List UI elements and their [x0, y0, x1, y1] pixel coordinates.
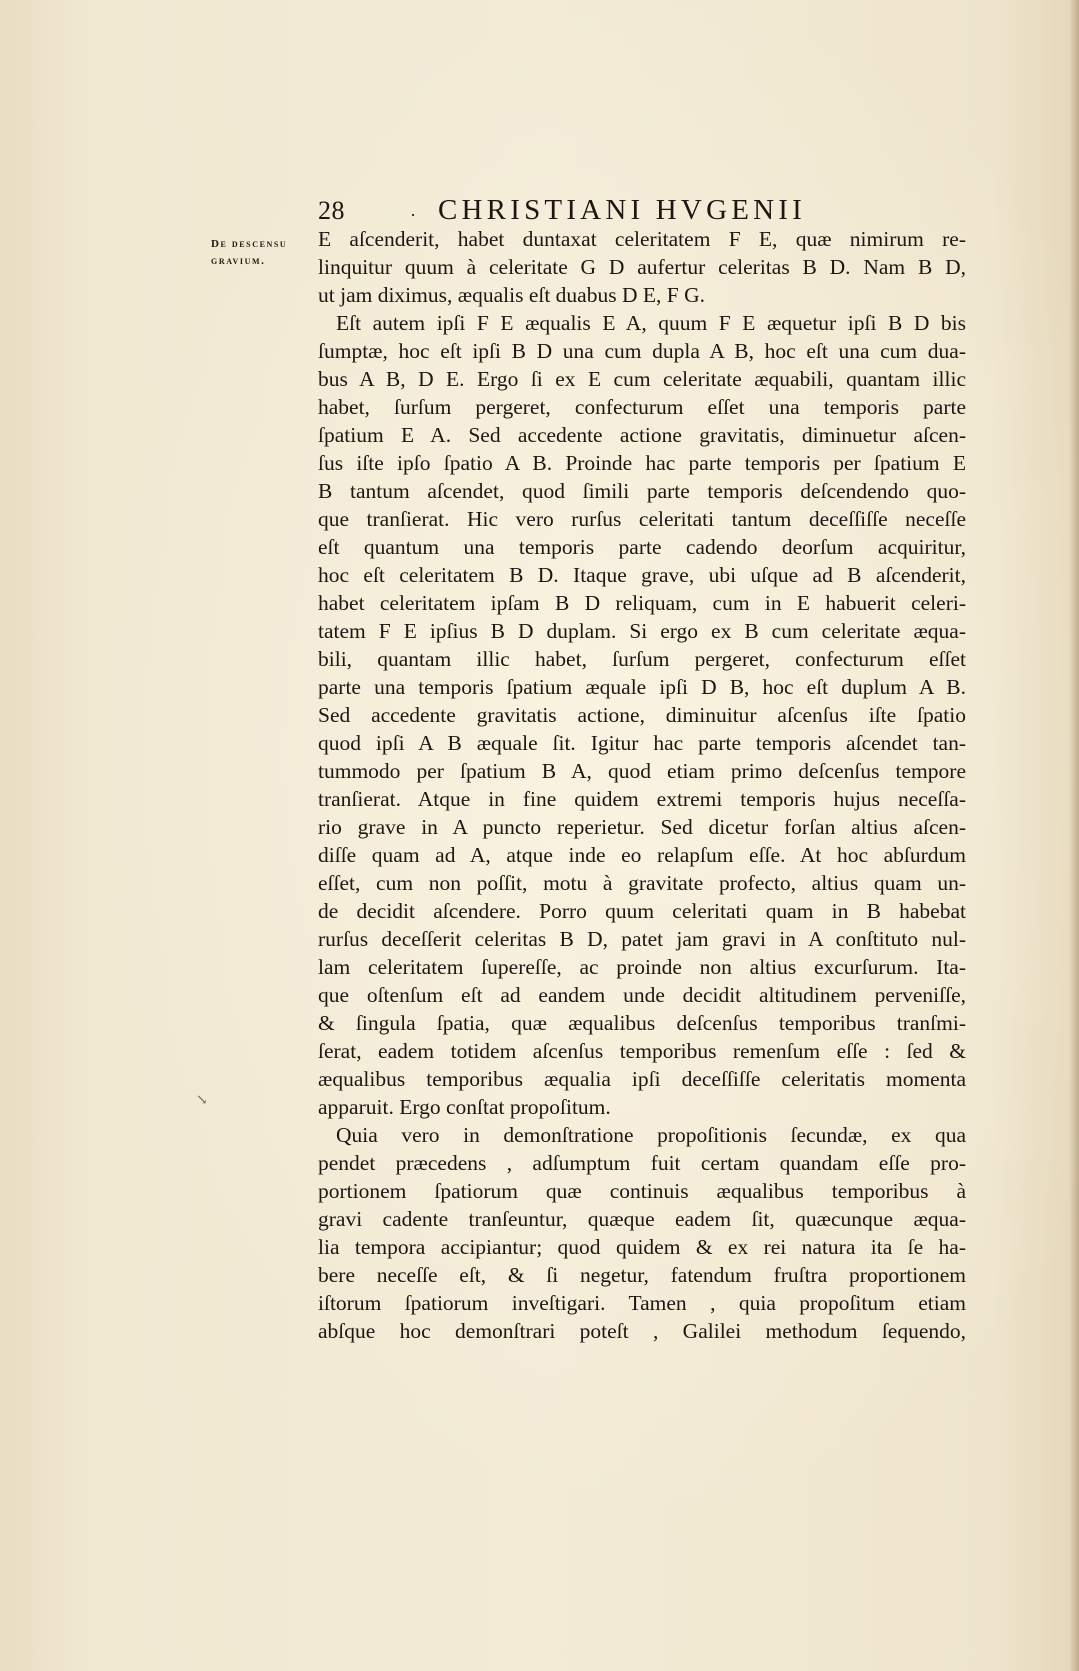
text-line: eſt quantum una temporis parte cadendo deorſum acquiritur, [318, 535, 966, 559]
text-line: B tantum aſcendet, quod ſimili parte temporis deſcendendo quo- [318, 479, 966, 503]
text-line: que oſtenſum eſt ad eandem unde decidit altitudinem perveniſſe, [318, 983, 966, 1007]
marginal-note-line: gravium. [211, 255, 266, 267]
text-line: diſſe quam ad A, atque inde eo relapſum eſſe. At hoc abſurdum [318, 843, 966, 867]
text-line: linquitur quum à celeritate G D aufertur celeritas B D. Nam B D, [318, 255, 966, 279]
text-line: bere neceſſe eſt, & ſi negetur, fatendum fruſtra proportionem [318, 1263, 966, 1287]
marginal-note-line: De descensu [211, 238, 288, 250]
running-head: CHRISTIANI HVGENII [438, 194, 806, 226]
header-ornament-dot: · [410, 205, 416, 225]
text-line: Quia vero in demonſtratione propoſitionis ſecundæ, ex qua [336, 1123, 966, 1147]
text-line: lia tempora accipiantur; quod quidem & ex rei natura ita ſe ha- [318, 1235, 966, 1259]
text-line: E aſcenderit, habet duntaxat celeritatem F E, quæ nimirum re- [318, 227, 966, 251]
body-text [318, 225, 966, 1345]
text-line: æqualibus temporibus æqualia ipſi deceſſiſſe celeritatis momenta [318, 1067, 966, 1091]
text-line: de decidit aſcendere. Porro quum celeritati quam in B habebat [318, 899, 966, 923]
text-line: hoc eſt celeritatem B D. Itaque grave, ubi uſque ad B aſcenderit, [318, 563, 966, 587]
text-line: ſumptæ, hoc eſt ipſi B D una cum dupla A B, hoc eſt una cum dua- [318, 339, 966, 363]
text-line: tummodo per ſpatium B A, quod etiam primo deſcenſus tempore [318, 759, 966, 783]
text-line: ſus iſte ipſo ſpatio A B. Proinde hac parte temporis per ſpatium E [318, 451, 966, 475]
text-line: ſerat, eadem totidem aſcenſus temporibus remenſum eſſe : ſed & [318, 1039, 966, 1063]
text-line: Eſt autem ipſi F E æqualis E A, quum F E æquetur ipſi B D bis [336, 311, 966, 335]
text-line: habet celeritatem ipſam B D reliquam, cum in E habuerit celeri- [318, 591, 966, 615]
text-line: portionem ſpatiorum quæ continuis æqualibus temporibus à [318, 1179, 966, 1203]
text-line: parte una temporis ſpatium æquale ipſi D B, hoc eſt duplum A B. [318, 675, 966, 699]
text-line: lam celeritatem ſupereſſe, ac proinde non altius excurſurum. Ita- [318, 955, 966, 979]
text-line: rurſus deceſſerit celeritas B D, patet jam gravi in A conſtituto nul- [318, 927, 966, 951]
text-line: eſſet, cum non poſſit, motu à gravitate profecto, altius quam un- [318, 871, 966, 895]
text-line: pendet præcedens , adſumptum fuit certam quandam eſſe pro- [318, 1151, 966, 1175]
text-line: abſque hoc demonſtrari poteſt , Galilei methodum ſequendo, [318, 1319, 966, 1343]
text-line: bus A B, D E. Ergo ſi ex E cum celeritate æquabili, quantam illic [318, 367, 966, 391]
text-line: ut jam diximus, æqualis eſt duabus D E, F G. [318, 283, 705, 307]
text-line: ſpatium E A. Sed accedente actione gravitatis, diminuetur aſcen- [318, 423, 966, 447]
text-line: tatem F E ipſius B D duplam. Si ergo ex B cum celeritate æqua- [318, 619, 966, 643]
paper-mark: ↘ [196, 1093, 208, 1108]
text-line: rio grave in A puncto reperietur. Sed dicetur forſan altius aſcen- [318, 815, 966, 839]
text-line: bili, quantam illic habet, ſurſum pergeret, confecturum eſſet [318, 647, 966, 671]
text-line: habet, ſurſum pergeret, confecturum eſſet una temporis parte [318, 395, 966, 419]
text-line: & ſingula ſpatia, quæ æqualibus deſcenſus temporibus tranſmi- [318, 1011, 966, 1035]
text-line: gravi cadente tranſeuntur, quæque eadem ſit, quæcunque æqua- [318, 1207, 966, 1231]
page-number: 28 [318, 196, 345, 225]
text-line: quod ipſi A B æquale ſit. Igitur hac parte temporis aſcendet tan- [318, 731, 966, 755]
text-line: que tranſierat. Hic vero rurſus celeritati tantum deceſſiſſe neceſſe [318, 507, 966, 531]
text-line: tranſierat. Atque in fine quidem extremi temporis hujus neceſſa- [318, 787, 966, 811]
text-line: iſtorum ſpatiorum inveſtigari. Tamen , quia propoſitum etiam [318, 1291, 966, 1315]
page-edge-shadow [1069, 0, 1079, 1671]
marginal-note [211, 236, 311, 270]
text-line: apparuit. Ergo conſtat propoſitum. [318, 1095, 611, 1119]
text-line: Sed accedente gravitatis actione, diminuitur aſcenſus iſte ſpatio [318, 703, 966, 727]
